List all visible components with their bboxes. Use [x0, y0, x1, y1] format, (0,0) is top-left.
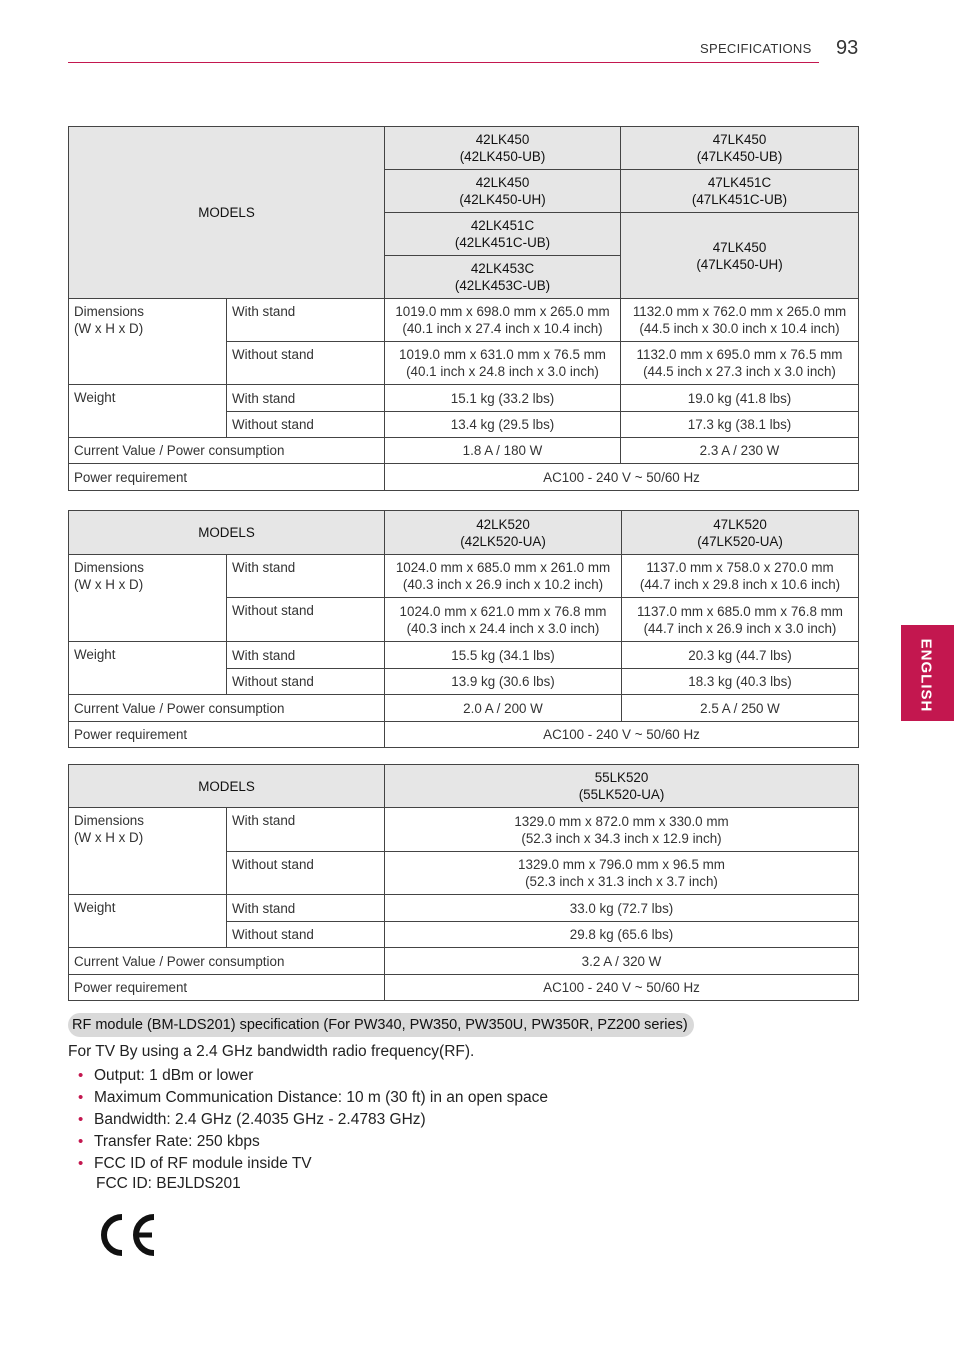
spec-table-55lk520 — [68, 764, 859, 1001]
model-cell: 42LK451C (42LK451C-UB) — [385, 213, 621, 256]
with-stand-label: With stand — [227, 299, 385, 342]
fcc-id-text: FCC ID: BEJLDS201 — [96, 1175, 241, 1192]
ce-mark-icon — [96, 1213, 158, 1257]
rf-module-title: RF module (BM-LDS201) specification (For PW340, PW350, PW350U, PW350R, PZ200 series) — [68, 1013, 694, 1037]
page-number: 93 — [836, 37, 859, 59]
without-stand-label: Without stand — [227, 598, 385, 642]
models-header: MODELS — [69, 765, 385, 808]
bullet-icon: • — [78, 1111, 84, 1128]
model-cell: 47LK450 (47LK450-UH) — [621, 213, 859, 299]
with-stand-label: With stand — [227, 642, 385, 669]
without-stand-label: Without stand — [227, 342, 385, 385]
section-title: SPECIFICATIONS — [700, 41, 812, 56]
spec-table-lk520 — [68, 510, 859, 748]
list-item: • Transfer Rate: 250 kbps — [78, 1131, 548, 1153]
model-cell: 42LK520 (42LK520-UA) — [385, 511, 622, 555]
dimension-value: 1137.0 mm x 685.0 mm x 76.8 mm (44.7 inch x 26.9 inch x 3.0 inch) — [622, 598, 859, 642]
with-stand-label: With stand — [227, 555, 385, 598]
weight-label: Weight — [69, 895, 227, 948]
model-cell: 47LK520 (47LK520-UA) — [622, 511, 859, 555]
models-header: MODELS — [69, 511, 385, 555]
weight-value: 20.3 kg (44.7 lbs) — [622, 642, 859, 669]
dimension-value: 1132.0 mm x 762.0 mm x 265.0 mm (44.5 inch x 30.0 inch x 10.4 inch) — [621, 299, 859, 342]
model-cell: 47LK451C (47LK451C-UB) — [621, 170, 859, 213]
weight-value: 13.4 kg (29.5 lbs) — [385, 412, 621, 438]
dimension-value: 1132.0 mm x 695.0 mm x 76.5 mm (44.5 inch x 27.3 inch x 3.0 inch) — [621, 342, 859, 385]
weight-value: 15.1 kg (33.2 lbs) — [385, 385, 621, 412]
rf-intro-text: For TV By using a 2.4 GHz bandwidth radio frequency(RF). — [68, 1043, 475, 1060]
without-stand-label: Without stand — [227, 852, 385, 895]
current-power-value: 2.5 A / 250 W — [622, 695, 859, 722]
model-cell: 42LK450 (42LK450-UH) — [385, 170, 621, 213]
current-power-value: 2.0 A / 200 W — [385, 695, 622, 722]
weight-label: Weight — [69, 642, 227, 695]
power-requirement-value: AC100 - 240 V ~ 50/60 Hz — [385, 722, 859, 748]
with-stand-label: With stand — [227, 385, 385, 412]
without-stand-label: Without stand — [227, 669, 385, 695]
model-cell: 47LK450 (47LK450-UB) — [621, 127, 859, 170]
list-item: • Maximum Communication Distance: 10 m (30 ft) in an open space — [78, 1087, 548, 1109]
list-item: • Bandwidth: 2.4 GHz (2.4035 GHz - 2.4783 GHz) — [78, 1109, 548, 1131]
language-tab — [901, 625, 954, 721]
list-item: • FCC ID of RF module inside TV — [78, 1153, 548, 1175]
power-requirement-value: AC100 - 240 V ~ 50/60 Hz — [385, 464, 859, 491]
spec-table-lk450 — [68, 126, 859, 491]
weight-value: 17.3 kg (38.1 lbs) — [621, 412, 859, 438]
with-stand-label: With stand — [227, 808, 385, 852]
bullet-icon: • — [78, 1155, 84, 1172]
weight-value: 33.0 kg (72.7 lbs) — [385, 895, 859, 922]
weight-label: Weight — [69, 385, 227, 438]
model-cell: 55LK520 (55LK520-UA) — [385, 765, 859, 808]
current-power-value: 2.3 A / 230 W — [621, 438, 859, 464]
current-power-label: Current Value / Power consumption — [69, 695, 385, 722]
dimension-value: 1329.0 mm x 796.0 mm x 96.5 mm (52.3 inch x 31.3 inch x 3.7 inch) — [385, 852, 859, 895]
weight-value: 19.0 kg (41.8 lbs) — [621, 385, 859, 412]
language-tab-label: ENGLISH — [917, 638, 935, 713]
list-item: • Output: 1 dBm or lower — [78, 1065, 548, 1087]
weight-value: 18.3 kg (40.3 lbs) — [622, 669, 859, 695]
power-requirement-value: AC100 - 240 V ~ 50/60 Hz — [385, 975, 859, 1001]
model-cell: 42LK453C (42LK453C-UB) — [385, 256, 621, 299]
without-stand-label: Without stand — [227, 412, 385, 438]
header-rule — [68, 62, 819, 63]
dimension-value: 1019.0 mm x 698.0 mm x 265.0 mm (40.1 inch x 27.4 inch x 10.4 inch) — [385, 299, 621, 342]
model-cell: 42LK450 (42LK450-UB) — [385, 127, 621, 170]
dimension-value: 1024.0 mm x 621.0 mm x 76.8 mm (40.3 inch x 24.4 inch x 3.0 inch) — [385, 598, 622, 642]
bullet-icon: • — [78, 1133, 84, 1150]
dimensions-label: Dimensions (W x H x D) — [69, 555, 227, 642]
bullet-icon: • — [78, 1067, 84, 1084]
dimensions-label: Dimensions (W x H x D) — [69, 299, 227, 385]
dimensions-label: Dimensions (W x H x D) — [69, 808, 227, 895]
without-stand-label: Without stand — [227, 922, 385, 948]
dimension-value: 1329.0 mm x 872.0 mm x 330.0 mm (52.3 inch x 34.3 inch x 12.9 inch) — [385, 808, 859, 852]
weight-value: 13.9 kg (30.6 lbs) — [385, 669, 622, 695]
current-power-value: 1.8 A / 180 W — [385, 438, 621, 464]
power-requirement-label: Power requirement — [69, 464, 385, 491]
power-requirement-label: Power requirement — [69, 975, 385, 1001]
weight-value: 15.5 kg (34.1 lbs) — [385, 642, 622, 669]
bullet-icon: • — [78, 1089, 84, 1106]
power-requirement-label: Power requirement — [69, 722, 385, 748]
models-header: MODELS — [69, 127, 385, 299]
current-power-label: Current Value / Power consumption — [69, 948, 385, 975]
dimension-value: 1019.0 mm x 631.0 mm x 76.5 mm (40.1 inch x 24.8 inch x 3.0 inch) — [385, 342, 621, 385]
rf-spec-list — [78, 1065, 548, 1175]
dimension-value: 1137.0 mm x 758.0 x 270.0 mm (44.7 inch x 29.8 inch x 10.6 inch) — [622, 555, 859, 598]
with-stand-label: With stand — [227, 895, 385, 922]
current-power-value: 3.2 A / 320 W — [385, 948, 859, 975]
weight-value: 29.8 kg (65.6 lbs) — [385, 922, 859, 948]
current-power-label: Current Value / Power consumption — [69, 438, 385, 464]
dimension-value: 1024.0 mm x 685.0 mm x 261.0 mm (40.3 inch x 26.9 inch x 10.2 inch) — [385, 555, 622, 598]
